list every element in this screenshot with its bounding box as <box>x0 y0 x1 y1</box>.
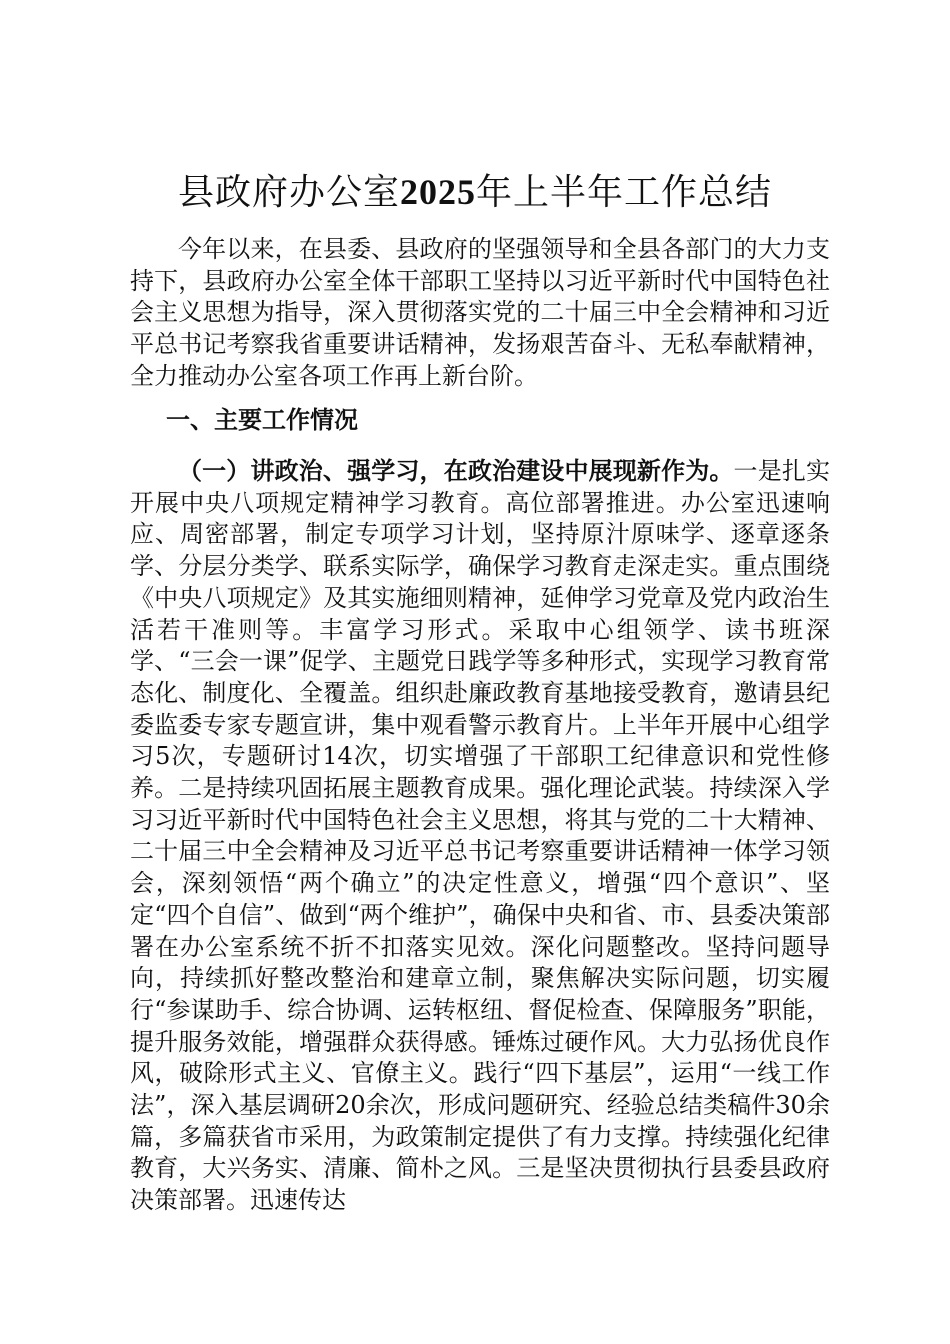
intro-paragraph: 今年以来，在县委、县政府的坚强领导和全县各部门的大力支持下，县政府办公室全体干部职工坚持以习近平新时代中国特色社会主义思想为指导，深入贯彻落实党的二十届三中全会精神和习近平总书记考察我省重要讲话精神，发扬艰苦奋斗、无私奉献精神，全力推动办公室各项工作再上新台阶。 <box>130 235 830 390</box>
title-prefix: 县政府办公室 <box>177 172 400 213</box>
title-year: 2025 <box>400 172 476 212</box>
subsection-body: 一是扎实开展中央八项规定精神学习教育。高位部署推进。办公室迅速响应、周密部署，制定专项学习计划，坚持原汁原味学、逐章逐条学、分层分类学、联系实际学，确保学习教育走深走实。重点围绕《中央八项规定》及其实施细则精神，延伸学习党章及党内政治生活若干准则等。丰富学习形式。采取中心组领学、读书班深学、“三会一课”促学、主题党日践学等多种形式，实现学习教育常态化、制度化、全覆盖。组织赴廉政教育基地接受教育，邀请县纪委监委专家专题宣讲，集中观看警示教育片。上半年开展中心组学习5次，专题研讨14次，切实增强了干部职工纪律意识和党性修养。二是持续巩固拓展主题教育成果。强化理论武装。持续深入学习习近平新时代中国特色社会主义思想，将其与党的二十大精神、二十届三中全会精神及习近平总书记考察重要讲话精神一体学习领会，深刻领悟“两个确立”的决定性意义，增强“四个意识”、坚定“四个自信”、做到“两个维护”，确保中央和省、市、县委决策部署在办公室系统不折不扣落实见效。深化问题整改。坚持问题导向，持续抓好整改整治和建章立制，聚焦解决实际问题，切实履行“参谋助手、综合协调、运转枢纽、督促检查、保障服务”职能，提升服务效能，增强群众获得感。锤炼过硬作风。大力弘扬优良作风，破除形式主义、官僚主义。践行“四下基层”，运用“一线工作法”，深入基层调研20余次，形成问题研究、经验总结类稿件30余篇，多篇获省市采用，为政策制定提供了有力支撑。持续强化纪律教育，大兴务实、清廉、简朴之风。三是坚决贯彻执行县委县政府决策部署。迅速传达 <box>130 457 831 1215</box>
section-heading: 一、主要工作情况 <box>166 405 358 434</box>
body-paragraph <box>130 455 830 1217</box>
title-suffix: 年上半年工作总结 <box>476 172 773 213</box>
page-title <box>0 168 950 217</box>
subsection-heading: （一）讲政治、强学习，在政治建设中展现新作为。 <box>178 456 734 485</box>
